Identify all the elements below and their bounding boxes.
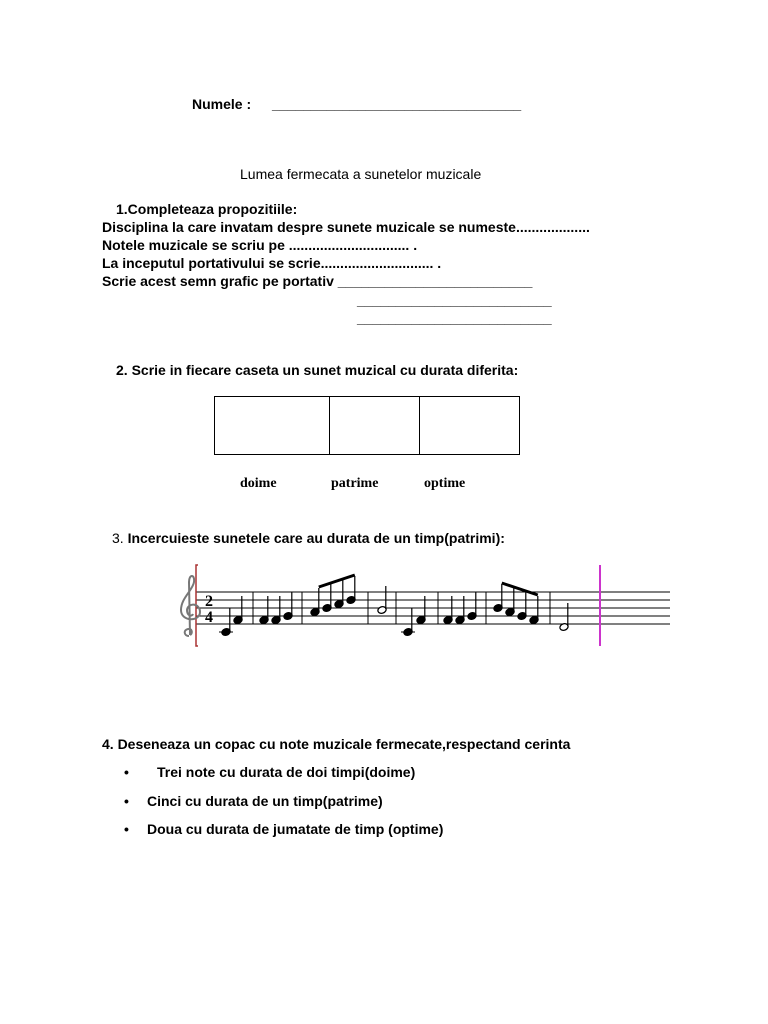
answer-blank-line: _________________________ [357,310,552,326]
bullet-item: Cinci cu durata de un timp(patrime) [147,793,383,809]
treble-clef-icon [181,576,200,636]
box-label-optime: optime [424,476,466,491]
bullet-item: Doua cu durata de jumatate de timp (optime) [147,821,444,837]
name-label: Numele : [192,96,252,112]
answer-box-patrime[interactable] [329,397,420,454]
note-beam [502,583,538,595]
section3-heading [112,530,505,546]
section2-heading: 2. Scrie in fiecare caseta un sunet muzical cu durata diferita: [116,362,519,378]
answer-box-doime[interactable] [215,397,330,454]
note-beam [319,575,355,587]
answer-box-optime[interactable] [419,397,519,454]
section3-text: Incercuieste sunetele care au durata de un timp(patrimi): [123,530,505,546]
box-label-patrime: patrime [331,476,379,491]
bullet-item: Trei note cu durata de doi timpi(doime) [157,764,416,780]
page-title: Lumea fermecata a sunetelor muzicale [240,166,482,182]
section4-heading: 4. Deseneaza un copac cu note muzicale fermecate,respectand cerinta [102,736,571,752]
notes-group [219,575,569,636]
box-label-doime: doime [240,476,277,491]
answer-boxes [214,396,520,455]
bullet-icon: • [124,764,129,780]
bullet-icon: • [124,821,129,837]
time-signature-top: 2 [205,593,213,610]
section1-line: La inceputul portativului se scrie............................. . [102,255,442,271]
section1-line: Scrie acest semn grafic pe portativ _________________________ [102,273,533,289]
section1-line: Disciplina la care invatam despre sunete muzicale se numeste................... [102,219,590,235]
section1-heading: 1.Completeaza propozitiile: [116,201,298,217]
bullet-icon: • [124,793,129,809]
section1-line: Notele muzicale se scriu pe ............................... . [102,237,418,253]
answer-blank-line: _________________________ [357,292,552,308]
section3-number: 3. [112,530,124,546]
name-blank-line: ________________________________ [272,96,522,112]
time-signature-bottom: 4 [205,609,213,626]
music-staff [178,560,678,650]
